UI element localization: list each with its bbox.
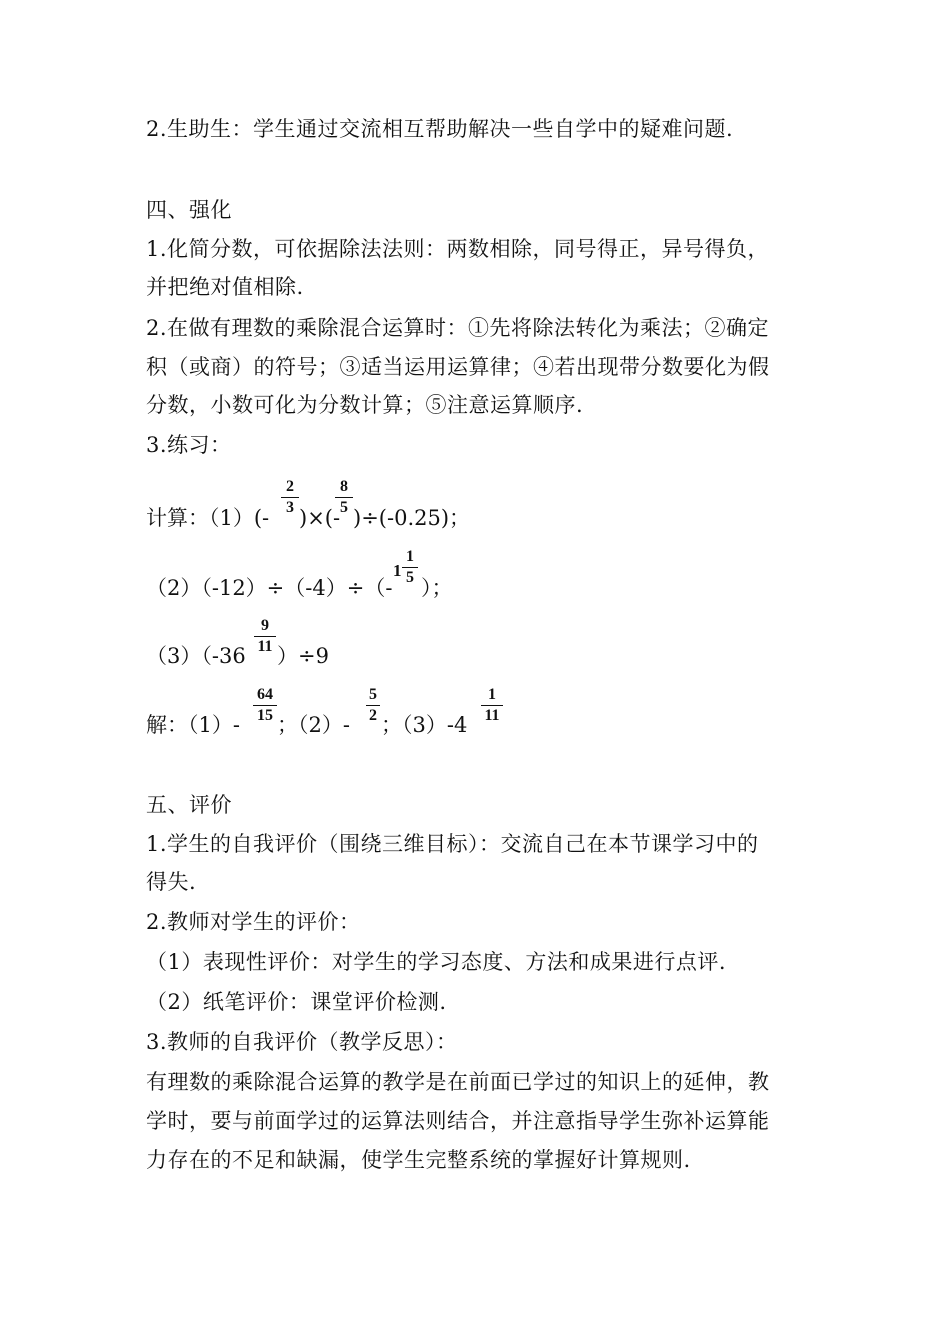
answer-2-label: ；（2）- <box>277 713 350 737</box>
fraction-1-11: $\frac{1}{11}$ <box>481 687 503 724</box>
calc1-divide-end: )÷(-0.25)； <box>353 506 471 530</box>
paragraph-self-eval-line2: 得失. <box>146 870 197 894</box>
paragraph-reflection-line3: 力存在的不足和缺漏，使学生完整系统的掌握好计算规则. <box>146 1148 691 1172</box>
paragraph-paper-eval: （2）纸笔评价：课堂评价检测. <box>146 990 447 1014</box>
calc2-end: ）； <box>421 576 453 600</box>
fraction-two-thirds: $\frac{2}{3}$ <box>281 479 299 516</box>
mixed-number-whole: 1 <box>393 561 402 580</box>
fraction-eight-fifths: $\frac{8}{5}$ <box>335 479 353 516</box>
answer-label: 解：（1）- <box>146 713 240 737</box>
fraction-nine-elevenths: $\frac{9}{11}$ <box>254 618 276 655</box>
practice-heading: 3.练习： <box>146 433 232 457</box>
calc3-expression: （3）（-36 <box>146 644 246 668</box>
calc-label: 计算：（1）(- <box>146 506 270 530</box>
paragraph-simplify-line1: 1.化简分数，可依据除法法则：两数相除，同号得正，异号得负， <box>146 237 770 261</box>
fraction-5-2: $\frac{5}{2}$ <box>366 687 380 724</box>
paragraph-mixed-ops-line3: 分数，小数可化为分数计算；⑤注意运算顺序. <box>146 393 584 417</box>
paragraph-performance-eval: （1）表现性评价：对学生的学习态度、方法和成果进行点评. <box>146 950 727 974</box>
paragraph-self-eval-line1: 1.学生的自我评价（围绕三维目标）：交流自己在本节课学习中的 <box>146 832 759 856</box>
fraction-64-15: $\frac{64}{15}$ <box>253 687 277 724</box>
paragraph-mixed-ops-line2: 积（或商）的符号；③适当运用运算律；④若出现带分数要化为假 <box>146 355 770 379</box>
paragraph-reflection-line2: 学时，要与前面学过的运算法则结合，并注意指导学生弥补运算能 <box>146 1109 770 1133</box>
paragraph-teacher-eval: 2.教师对学生的评价： <box>146 910 361 934</box>
fraction-one-fifth: $\frac{1}{5}$ <box>402 549 418 586</box>
paragraph-shengzhusheng: 2.生助生：学生通过交流相互帮助解决一些自学中的疑难问题. <box>146 117 734 141</box>
calc1-multiply: )×(- <box>299 506 341 530</box>
calc3-end: ）÷9 <box>277 644 329 668</box>
paragraph-teacher-reflection-heading: 3.教师的自我评价（教学反思）： <box>146 1030 458 1054</box>
answer-3-label: ；（3）-4 <box>381 713 468 737</box>
section-heading-qianghua: 四、强化 <box>146 198 232 222</box>
section-heading-pingjia: 五、评价 <box>146 793 232 817</box>
calc2-expression: （2）（-12）÷（-4）÷（- <box>146 576 393 600</box>
paragraph-reflection-line1: 有理数的乘除混合运算的教学是在前面已学过的知识上的延伸，教 <box>146 1070 770 1094</box>
paragraph-mixed-ops-line1: 2.在做有理数的乘除混合运算时：①先将除法转化为乘法；②确定 <box>146 316 770 340</box>
paragraph-simplify-line2: 并把绝对值相除. <box>146 275 304 299</box>
